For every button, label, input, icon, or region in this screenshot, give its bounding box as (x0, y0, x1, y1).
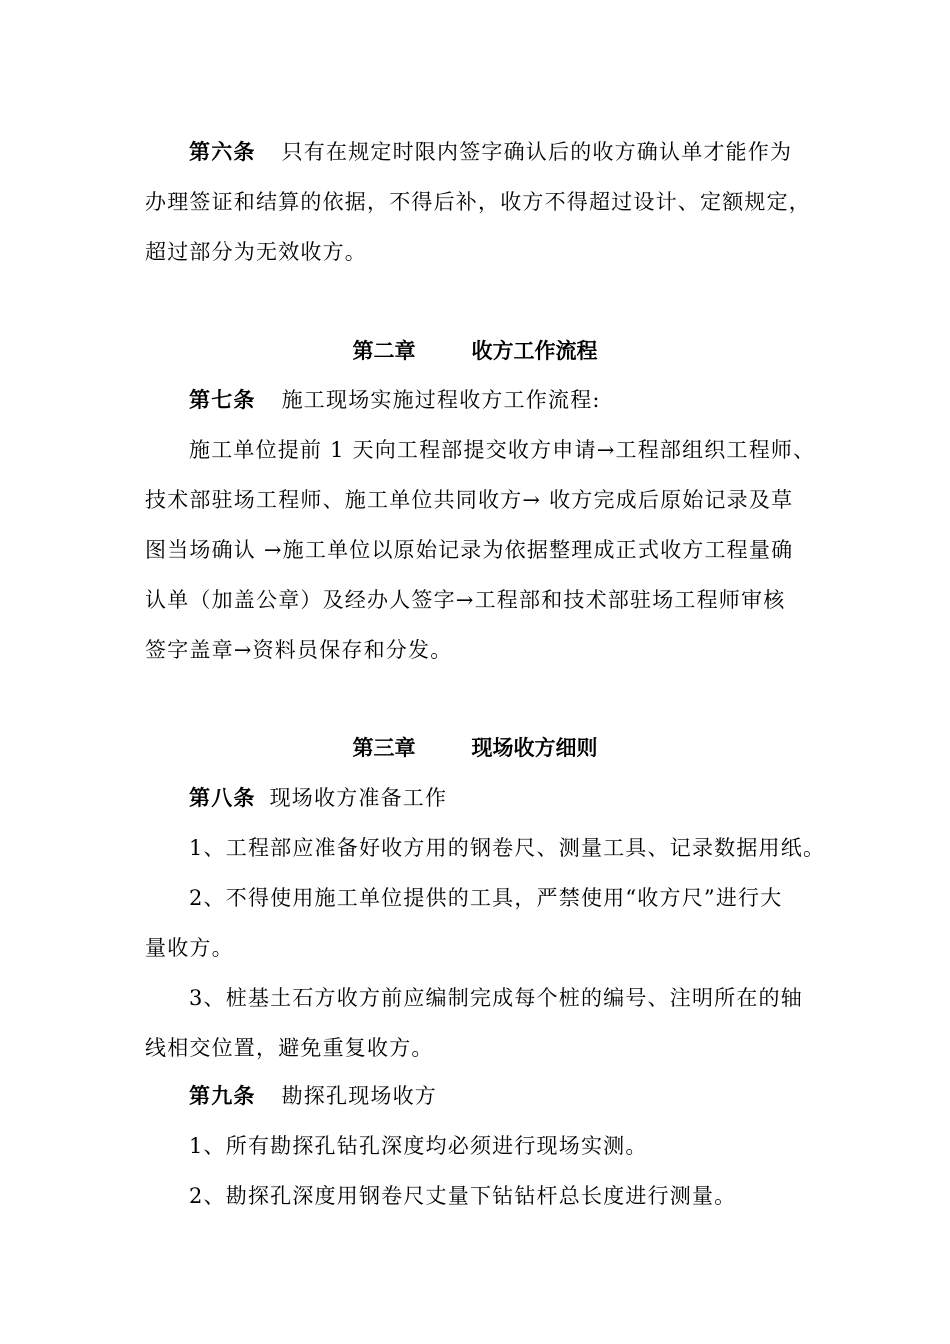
article-6-label: 第六条 (189, 139, 256, 164)
chapter-3-number: 第三章 (352, 735, 416, 760)
article-6-text-1: 只有在规定时限内签字确认后的收方确认单才能作为 (281, 140, 793, 164)
article-6-line-2: 办理签证和结算的依据，不得后补，收方不得超过设计、定额规定， (145, 190, 811, 214)
article-7-flow-line-5: 签字盖章→资料员保存和分发。 (145, 638, 453, 662)
article-7-flow-line-3: 图当场确认 →施工单位以原始记录为依据整理成正式收方工程量确 (145, 538, 794, 562)
chapter-3-heading (0, 733, 950, 763)
article-7-flow-line-4: 认单（加盖公章）及经办人签字→工程部和技术部驻场工程师审核 (145, 588, 786, 612)
chapter-2-heading (0, 336, 950, 366)
article-8-item-2: 2、不得使用施工单位提供的工具，严禁使用“收方尺”进行大 (189, 886, 783, 910)
article-6-line-3: 超过部分为无效收方。 (145, 240, 367, 264)
article-8-item-2-cont: 量收方。 (145, 936, 234, 960)
chapter-3-title: 现场收方细则 (471, 735, 598, 760)
article-9-line (189, 1081, 437, 1111)
article-7-label: 第七条 (189, 387, 256, 412)
article-8-item-1: 1、工程部应准备好收方用的钢卷尺、测量工具、记录数据用纸。 (189, 836, 826, 860)
article-6-line-1 (189, 137, 792, 167)
article-9-item-2: 2、勘探孔深度用钢卷尺丈量下钻钻杆总长度进行测量。 (189, 1184, 737, 1208)
article-9-item-1: 1、所有勘探孔钻孔深度均必须进行现场实测。 (189, 1134, 648, 1158)
article-7-flow-line-2: 技术部驻场工程师、施工单位共同收方→ 收方完成后原始记录及草 (145, 488, 794, 512)
article-7-flow-line-1: 施工单位提前 1 天向工程部提交收方申请→工程部组织工程师、 (189, 438, 816, 462)
article-7-line (189, 385, 601, 415)
chapter-2-number: 第二章 (352, 338, 416, 363)
article-8-item-3-cont: 线相交位置，避免重复收方。 (145, 1036, 434, 1060)
article-8-item-3: 3、桩基土石方收方前应编制完成每个桩的编号、注明所在的轴 (189, 986, 803, 1010)
article-8-line (189, 783, 447, 813)
chapter-2-title: 收方工作流程 (471, 338, 598, 363)
article-9-text: 勘探孔现场收方 (281, 1084, 438, 1108)
article-9-label: 第九条 (189, 1083, 256, 1108)
article-8-text: 现场收方准备工作 (269, 786, 448, 810)
article-8-label: 第八条 (189, 785, 256, 810)
article-7-text: 施工现场实施过程收方工作流程: (281, 388, 601, 412)
